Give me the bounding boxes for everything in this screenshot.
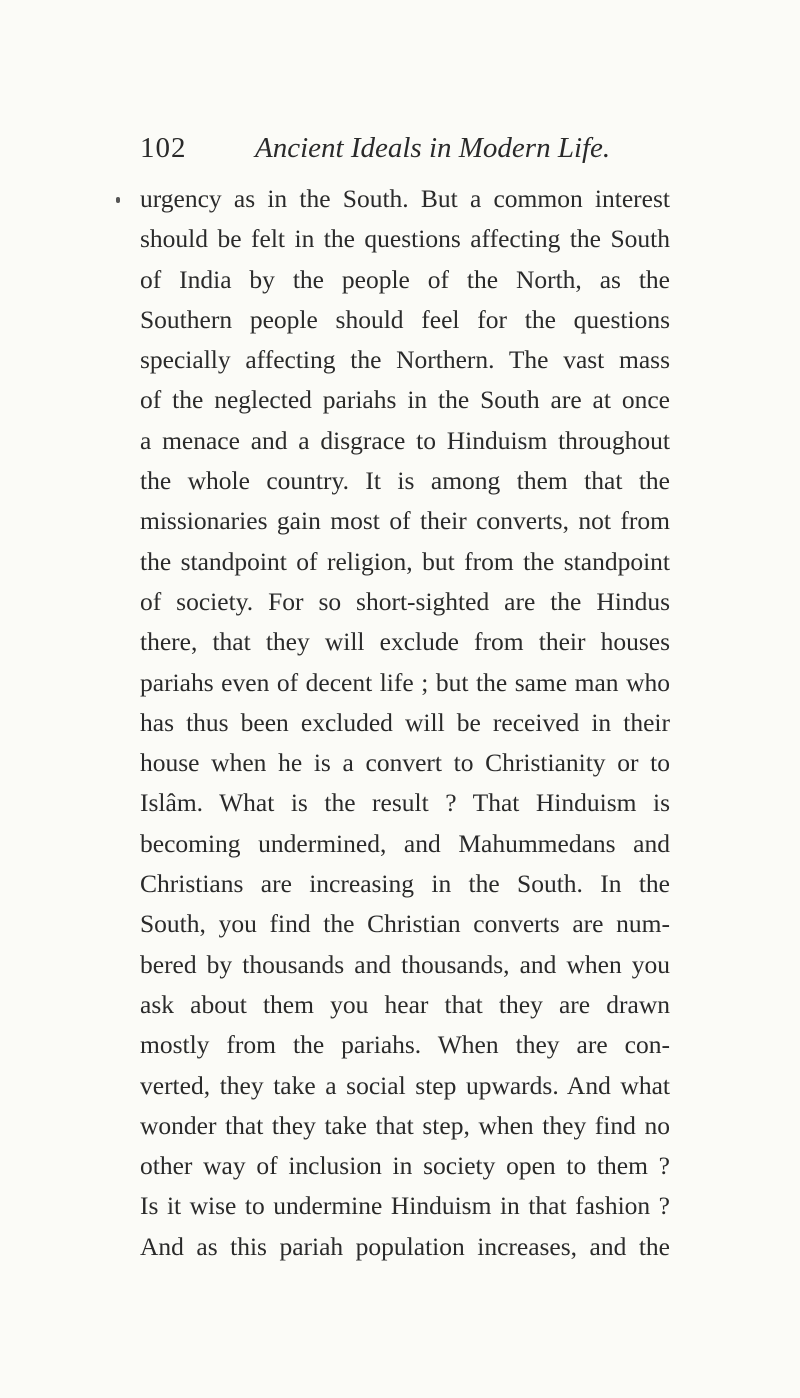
text-line: the whole country. It is among them that the — [140, 466, 670, 496]
text-line: should be felt in the questions affecting the South — [140, 224, 670, 254]
text-line: a menace and a disgrace to Hinduism throughout — [140, 425, 670, 455]
text-line: has thus been excluded will be received in their — [140, 707, 670, 737]
text-line: Is it wise to undermine Hinduism in that fashion ? — [140, 1191, 670, 1221]
text-line: wonder that they take that step, when they find no — [140, 1110, 670, 1140]
text-line: other way of inclusion in society open to them ? — [140, 1151, 670, 1181]
text-line: South, you find the Christian converts are num- — [140, 909, 670, 939]
text-line: of India by the people of the North, as the — [140, 264, 670, 294]
text-line: of the neglected pariahs in the South are at once — [140, 385, 670, 415]
text-line: verted, they take a social step upwards. And what — [140, 1070, 670, 1100]
running-title: Ancient Ideals in Modern Life. — [255, 132, 611, 164]
text-line: bered by thousands and thousands, and when you — [140, 949, 670, 979]
text-line: there, that they will exclude from their houses — [140, 627, 670, 657]
text-line: becoming undermined, and Mahummedans and — [140, 828, 670, 858]
text-line: mostly from the pariahs. When they are con- — [140, 1030, 670, 1060]
text-line: the standpoint of religion, but from the standpoint — [140, 546, 670, 576]
page-number: 102 — [140, 132, 187, 164]
text-line: missionaries gain most of their converts, not from — [140, 506, 670, 536]
text-line: pariahs even of decent life ; but the same man who — [140, 667, 670, 697]
margin-dot — [116, 197, 120, 203]
text-line: Christians are increasing in the South. In the — [140, 869, 670, 899]
text-line: And as this pariah population increases, and the — [140, 1231, 670, 1261]
text-line: specially affecting the Northern. The vast mass — [140, 345, 670, 375]
text-line: house when he is a convert to Christianity or to — [140, 748, 670, 778]
text-line: Islâm. What is the result ? That Hinduism is — [140, 788, 670, 818]
running-head — [140, 128, 670, 168]
text-line: Southern people should feel for the questions — [140, 304, 670, 334]
text-line: ask about them you hear that they are drawn — [140, 989, 670, 1019]
body-text — [140, 179, 670, 1267]
text-line: of society. For so short-sighted are the Hindus — [140, 586, 670, 616]
text-line: urgency as in the South. But a common interest — [140, 184, 670, 213]
